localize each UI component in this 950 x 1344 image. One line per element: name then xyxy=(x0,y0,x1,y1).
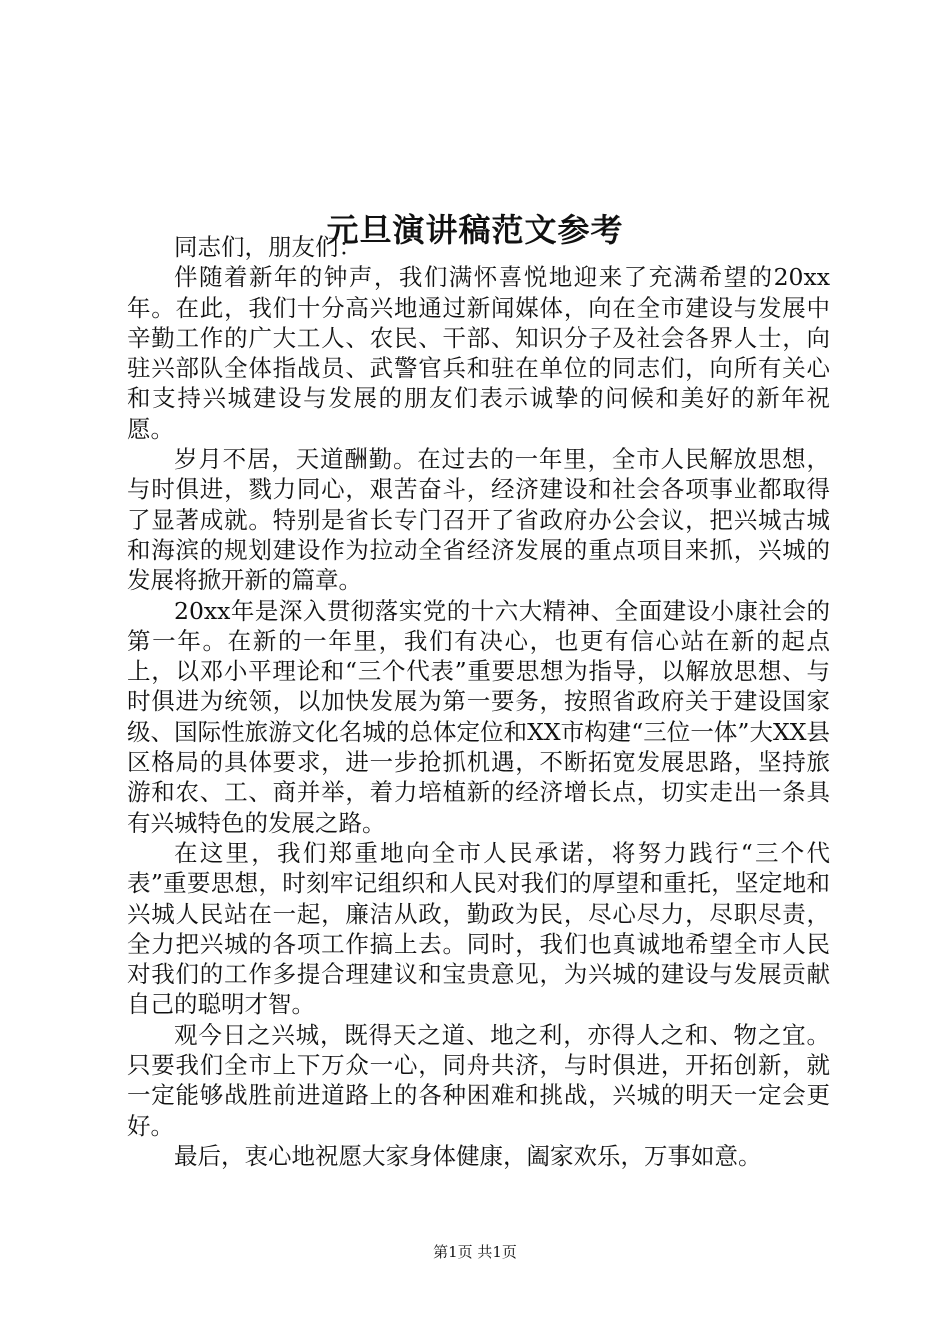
paragraph-5: 观今日之兴城，既得天之道、地之利，亦得人之和、物之宜。只要我们全市上下万众一心，同舟共济，与时俱进，开拓创新，就一定能够战胜前进道路上的各种困难和挑战，兴城的明天一定会更好。 xyxy=(127,1020,830,1140)
salutation: 同志们，朋友们： xyxy=(174,233,362,261)
paragraph-3: 20xx年是深入贯彻落实党的十六大精神、全面建设小康社会的第一年。在新的一年里，我们有决心，也更有信心站在新的起点上，以邓小平理论和“三个代表”重要思想为指导，以解放思想、与时俱进为统领，以加快发展为第一要务，按照省政府关于建设国家级、国际性旅游文化名城的总体定位和XX市构建“三位一体”大XX县区格局的具体要求，进一步抢抓机遇，不断拓宽发展思路，坚持旅游和农、工、商并举，着力培植新的经济增长点，切实走出一条具有兴城特色的发展之路。 xyxy=(127,596,830,837)
page-footer: 第1页 共1页 xyxy=(433,1243,517,1261)
paragraph-4: 在这里，我们郑重地向全市人民承诺，将努力践行“三个代表”重要思想，时刻牢记组织和人民对我们的厚望和重托，坚定地和兴城人民站在一起，廉洁从政，勤政为民，尽心尽力，尽职尽责，全力把兴城的各项工作搞上去。同时，我们也真诚地希望全市人民对我们的工作多提合理建议和宝贵意见，为兴城的建设与发展贡献自己的聪明才智。 xyxy=(127,838,830,1019)
document-title: 元旦演讲稿范文参考 xyxy=(326,211,624,250)
paragraph-2: 岁月不居，天道酬勤。在过去的一年里，全市人民解放思想，与时俱进，戮力同心，艰苦奋斗，经济建设和社会各项事业都取得了显著成就。特别是省长专门召开了省政府办公会议，把兴城古城和海滨的规划建设作为拉动全省经济发展的重点项目来抓，兴城的发展将掀开新的篇章。 xyxy=(127,445,830,595)
document-body xyxy=(127,232,830,1171)
paragraph-6: 最后，衷心地祝愿大家身体健康，阖家欢乐，万事如意。 xyxy=(174,1141,762,1170)
paragraph-1: 伴随着新年的钟声，我们满怀喜悦地迎来了充满希望的20xx年。在此，我们十分高兴地通过新闻媒体，向在全市建设与发展中辛勤工作的广大工人、农民、干部、知识分子及社会各界人士，向驻兴部队全体指战员、武警官兵和驻在单位的同志们，向所有关心和支持兴城建设与发展的朋友们表示诚挚的问候和美好的新年祝愿。 xyxy=(127,263,830,443)
